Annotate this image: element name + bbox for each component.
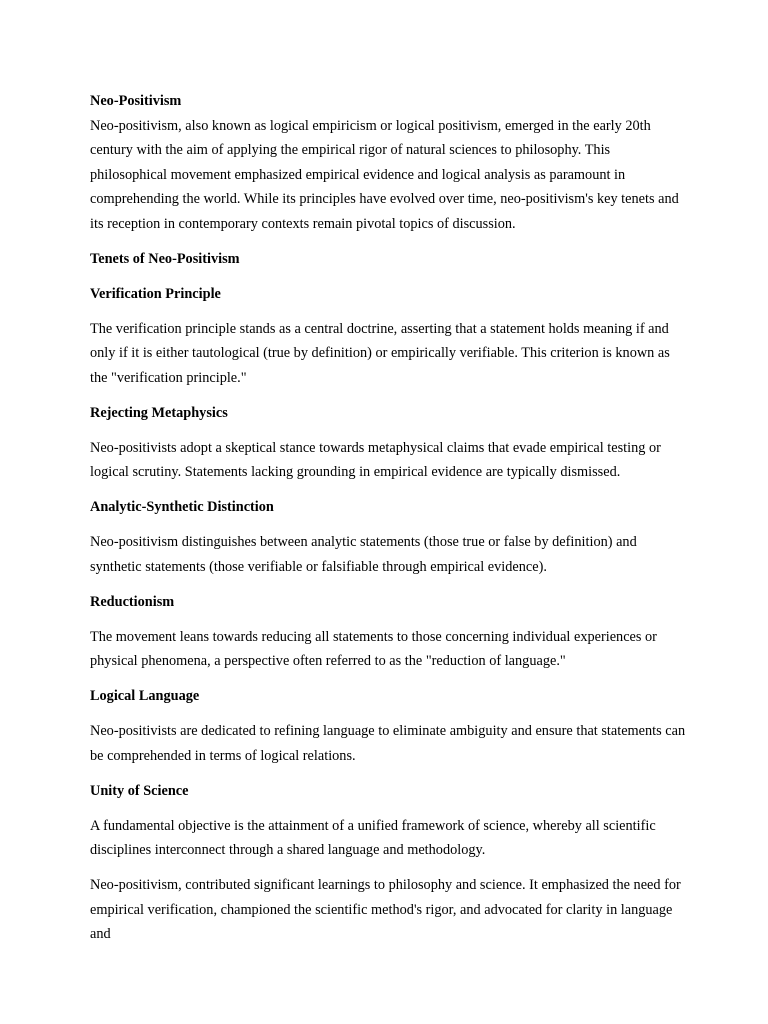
section-text-reductionism: The movement leans towards reducing all statements to those concerning individual experiences or physical phenomena, a perspective often referred to as the "reduction of language." <box>90 628 657 669</box>
closing-paragraph: Neo-positivism, contributed significant learnings to philosophy and science. It emphasized the need for empirical verification, championed the scientific method's rigor, and advocated for clarity in language and <box>90 877 681 942</box>
section-text-analytic-synthetic: Neo-positivism distinguishes between analytic statements (those true or false by definition) and synthetic statements (those verifiable or falsifiable through empirical evidence). <box>90 534 637 575</box>
section-heading-logical-language: Logical Language <box>90 688 200 704</box>
intro-paragraph: Neo-positivism, also known as logical empiricism or logical positivism, emerged in the early 20th century with the aim of applying the empirical rigor of natural sciences to philosophy. This philosophical movement emphasized empirical evidence and logical analysis as paramount in comprehending the world. While its principles have evolved over time, neo-positivism's key tenets and its reception in contemporary contexts remain pivotal topics of discussion. <box>90 117 679 232</box>
section-heading-analytic-synthetic: Analytic-Synthetic Distinction <box>90 499 274 515</box>
document-title: Neo-Positivism <box>90 93 182 109</box>
tenets-heading: Tenets of Neo-Positivism <box>90 250 240 267</box>
section-text-verification-principle: The verification principle stands as a central doctrine, asserting that a statement holds meaning if and only if it is either tautological (true by definition) or empirically verifiable. This criterion is known as the "verification principle." <box>90 320 670 386</box>
section-heading-reductionism: Reductionism <box>90 593 175 610</box>
section-text-unity-of-science: A fundamental objective is the attainment of a unified framework of science, whereby all scientific disciplines interconnect through a shared language and methodology. <box>90 817 656 858</box>
section-text-logical-language: Neo-positivists are dedicated to refining language to eliminate ambiguity and ensure that statements can be comprehended in terms of logical relations. <box>90 723 686 764</box>
section-heading-verification-principle: Verification Principle <box>90 285 221 302</box>
section-heading-rejecting-metaphysics: Rejecting Metaphysics <box>90 404 228 421</box>
section-text-rejecting-metaphysics: Neo-positivists adopt a skeptical stance towards metaphysical claims that evade empirical testing or logical scrutiny. Statements lacking grounding in empirical evidence are typically dismissed. <box>90 439 661 480</box>
section-heading-unity-of-science: Unity of Science <box>90 782 189 799</box>
document-content <box>90 89 686 957</box>
